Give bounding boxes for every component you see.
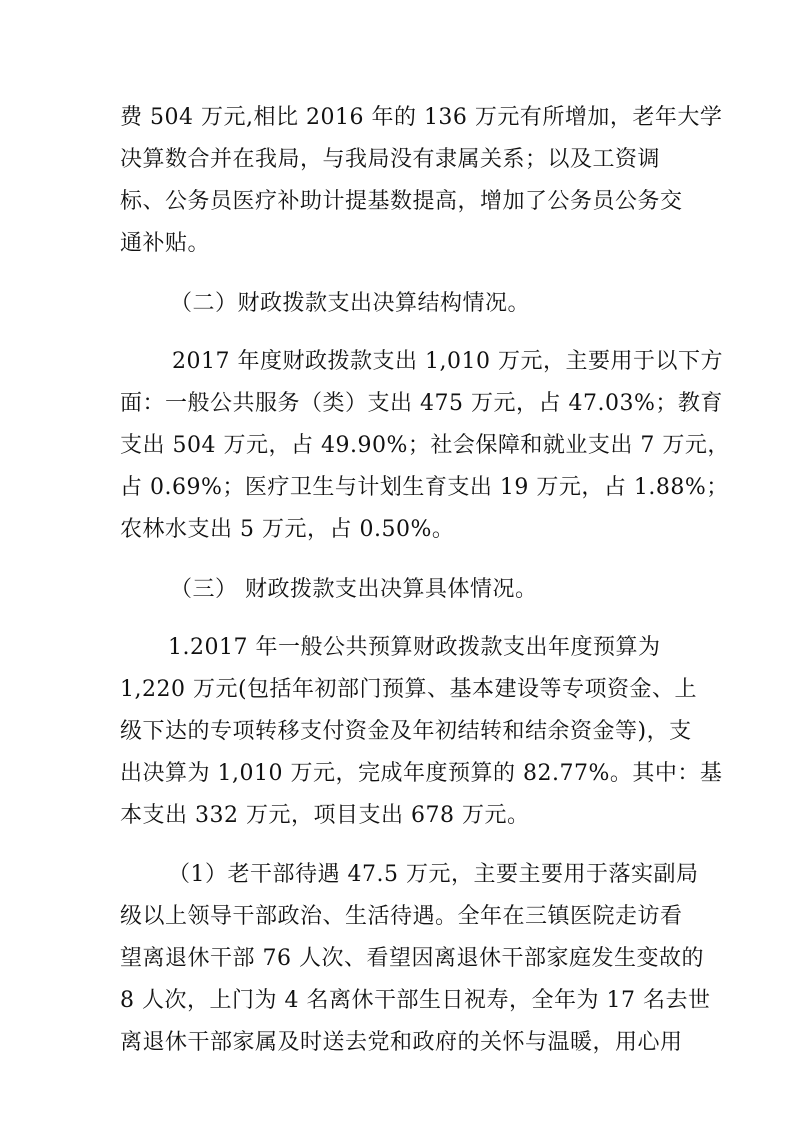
- body-line: 离退休干部家属及时送去党和政府的关怀与温暖，用心用: [120, 1030, 683, 1055]
- body-line: 农林水支出 5 万元，占 0.50%。: [120, 517, 455, 542]
- body-line: （1）老干部待遇 47.5 万元，主要主要用于落实副局: [168, 862, 699, 887]
- body-line: 面：一般公共服务（类）支出 475 万元，占 47.03%；教育: [120, 391, 723, 416]
- body-line: 占 0.69%；医疗卫生与计划生育支出 19 万元，占 1.88%；: [120, 475, 729, 500]
- body-line: 出决算为 1,010 万元，完成年度预算的 82.77%。其中：基: [120, 761, 723, 786]
- body-line: 通补贴。: [120, 231, 211, 256]
- body-line: 费 504 万元,相比 2016 年的 136 万元有所增加，老年大学: [120, 105, 723, 130]
- body-line: 标、公务员医疗补助计提基数提高，增加了公务员公务交: [120, 189, 683, 214]
- body-line: 1,220 万元(包括年初部门预算、基本建设等专项资金、上: [120, 677, 698, 702]
- body-line: 本支出 332 万元，项目支出 678 万元。: [120, 803, 530, 828]
- body-line: 2017 年度财政拨款支出 1,010 万元，主要用于以下方: [172, 349, 723, 374]
- body-line: 8 人次，上门为 4 名离休干部生日祝寿，全年为 17 名去世: [120, 988, 711, 1013]
- body-line: 望离退休干部 76 人次、看望因离退休干部家庭发生变故的: [120, 946, 704, 971]
- section-heading: （三） 财政拨款支出决算具体情况。: [170, 577, 538, 602]
- body-line: 级以上领导干部政治、生活待遇。全年在三镇医院走访看: [120, 904, 683, 929]
- body-line: 支出 504 万元，占 49.90%；社会保障和就业支出 7 万元，: [120, 433, 730, 458]
- section-heading: （二）财政拨款支出决算结构情况。: [170, 291, 531, 316]
- body-line: 级下达的专项转移支付资金及年初结转和结余资金等)，支: [120, 719, 692, 744]
- body-line: 决算数合并在我局，与我局没有隶属关系；以及工资调: [120, 147, 661, 172]
- body-line: 1.2017 年一般公共预算财政拨款支出年度预算为: [168, 635, 661, 660]
